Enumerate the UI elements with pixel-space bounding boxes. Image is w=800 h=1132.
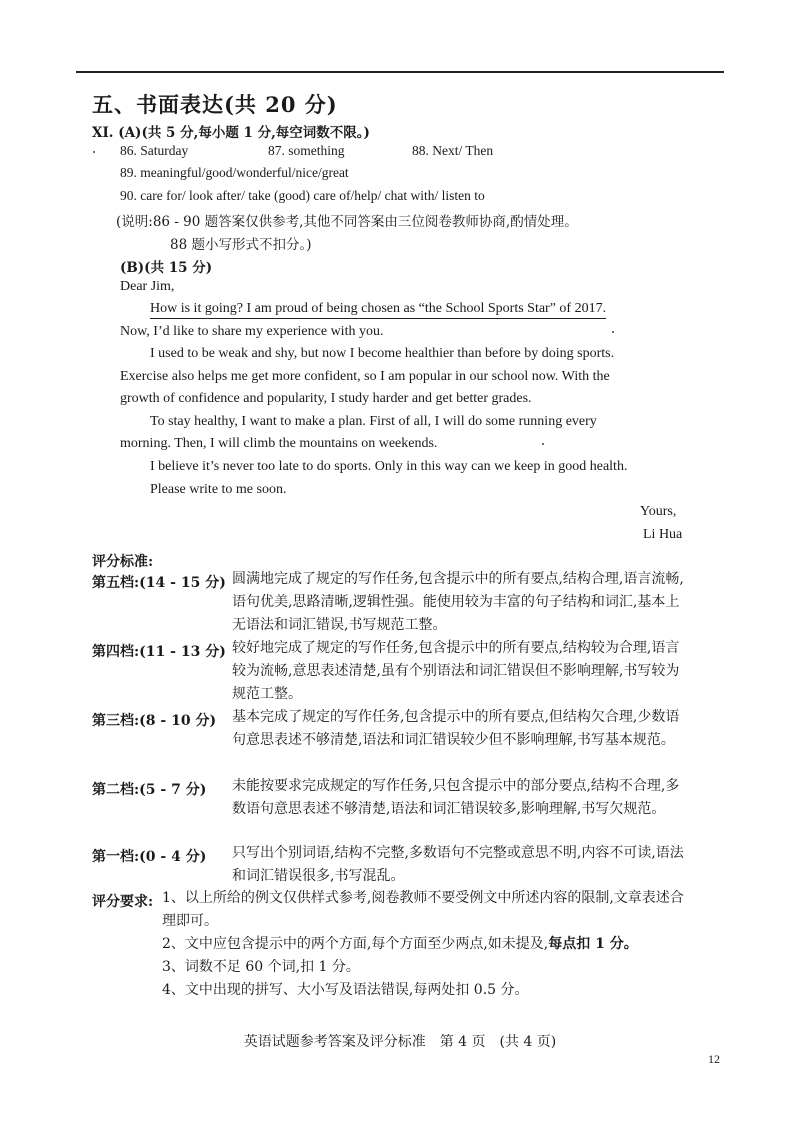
essay-p4-line1: I believe it’s never too late to do sports. Only in this way can we keep in good health. <box>150 459 628 474</box>
level-5-label: 第五档:(14 - 15 分) <box>92 575 226 591</box>
level-5-text: 圆满地完成了规定的写作任务,包含提示中的所有要点,结构合理,语言流畅,语句优美,思路清晰,逻辑性强。能使用较为丰富的句子结构和词汇,基本上无语法和词汇错误,书写规范工整。 <box>232 571 684 633</box>
essay-p3-line1: To stay healthy, I want to make a plan. First of all, I will do some running every <box>150 414 597 429</box>
requirements-label: 评分要求: <box>92 894 154 910</box>
level-2-label: 第二档:(5 - 7 分) <box>92 782 207 798</box>
essay-signature: Li Hua <box>643 527 683 542</box>
requirement-4: 4、文中出现的拼写、大小写及语法错误,每两处扣 0.5 分。 <box>162 982 529 998</box>
note-line-1: (说明:86 - 90 题答案仅供参考,其他不同答案由三位阅卷教师协商,酌情处理。 <box>116 214 578 230</box>
requirement-2 <box>162 933 638 956</box>
page-number: 12 <box>708 1052 720 1066</box>
answer-87: 87. something <box>268 143 345 158</box>
scan-speck <box>93 151 95 153</box>
page-footer: 英语试题参考答案及评分标准 第 4 页 (共 4 页) <box>243 1034 557 1050</box>
section-title: 五、书面表达(共 20 分) <box>92 92 338 117</box>
level-1-label: 第一档:(0 - 4 分) <box>92 849 207 865</box>
level-1-text: 只写出个别词语,结构不完整,多数语句不完整或意思不明,内容不可读,语法和词汇错误很多,书写混乱。 <box>232 845 684 884</box>
requirement-3: 3、词数不足 60 个词,扣 1 分。 <box>162 959 360 975</box>
part-b-heading: (B)(共 15 分) <box>120 260 213 276</box>
top-rule <box>76 71 724 73</box>
level-4-text: 较好地完成了规定的写作任务,包含提示中的所有要点,结构较为合理,语言较为流畅,意思表述清楚,虽有个别语法和词汇错误但不影响理解,书写较为规范工整。 <box>232 640 680 702</box>
essay-p1-underlined: How is it going? I am proud of being chosen as “the School Sports Star” of 2017. <box>150 301 606 319</box>
essay-p2-line3: growth of confidence and popularity, I study harder and get better grades. <box>120 391 532 406</box>
criteria-heading: 评分标准: <box>92 554 154 570</box>
requirement-2-emphasis: 每点扣 1 分。 <box>548 936 638 952</box>
level-4-label: 第四档:(11 - 13 分) <box>92 644 226 660</box>
scan-speck <box>612 331 614 333</box>
essay-greeting: Dear Jim, <box>120 279 175 294</box>
level-2-text: 未能按要求完成规定的写作任务,只包含提示中的部分要点,结构不合理,多数语句意思表述不够清楚,语法和词汇错误较多,影响理解,书写欠规范。 <box>232 778 680 817</box>
answer-88: 88. Next/ Then <box>412 143 494 158</box>
essay-p3-line2: morning. Then, I will climb the mountains on weekends. <box>120 436 438 451</box>
essay-p2-line2: Exercise also helps me get more confident, so I am popular in our school now. With the <box>120 369 610 384</box>
scan-speck <box>542 443 544 445</box>
part-a-heading: XI. (A)(共 5 分,每小题 1 分,每空词数不限。) <box>92 125 370 141</box>
requirement-2-text: 2、文中应包含提示中的两个方面,每个方面至少两点,如未提及, <box>162 936 549 952</box>
answer-90: 90. care for/ look after/ take (good) care of/help/ chat with/ listen to <box>120 188 485 203</box>
requirement-1: 1、以上所给的例文仅供样式参考,阅卷教师不要受例文中所述内容的限制,文章表述合理即可。 <box>162 890 684 929</box>
note-line-2: 88 题小写形式不扣分。) <box>170 237 312 253</box>
answer-89: 89. meaningful/good/wonderful/nice/great <box>120 165 349 180</box>
level-3-label: 第三档:(8 - 10 分) <box>92 713 217 729</box>
level-3-text: 基本完成了规定的写作任务,包含提示中的所有要点,但结构欠合理,少数语句意思表述不够清楚,语法和词汇错误较少但不影响理解,书写基本规范。 <box>232 709 680 748</box>
answer-86: 86. Saturday <box>120 143 189 158</box>
essay-closing: Yours, <box>640 504 677 519</box>
essay-p1-cont: Now, I’d like to share my experience with you. <box>120 324 384 339</box>
essay-p4-line2: Please write to me soon. <box>150 482 287 497</box>
essay-p2-line1: I used to be weak and shy, but now I become healthier than before by doing sports. <box>150 346 615 361</box>
